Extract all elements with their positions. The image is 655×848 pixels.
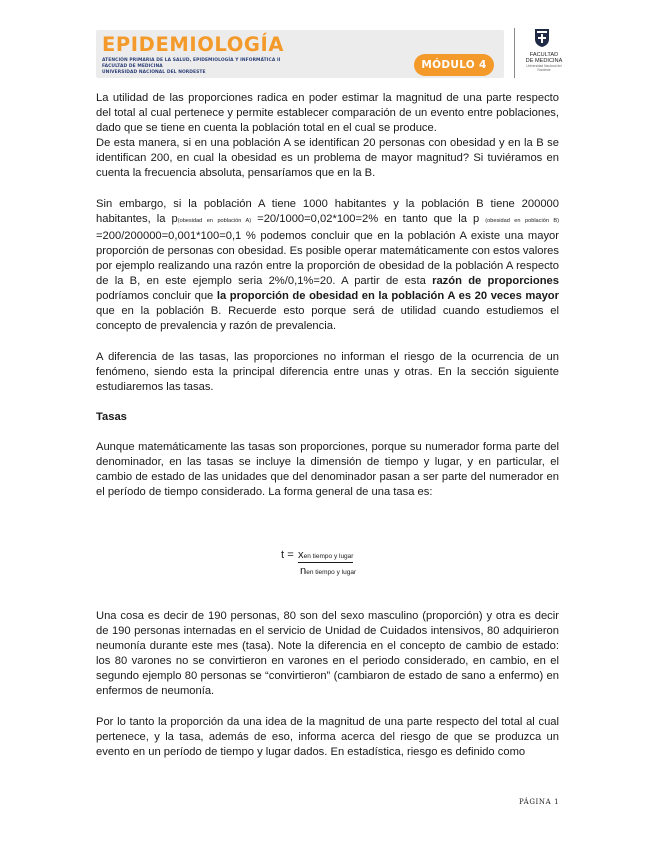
module-badge: MÓDULO 4	[414, 54, 494, 76]
header-banner	[96, 30, 504, 78]
bold-conclusion: la proporción de obesidad en la población A es 20 veces mayor	[216, 290, 559, 303]
document-body	[96, 91, 559, 501]
faculty-crest-icon	[534, 28, 550, 48]
formula-numerator-sub: en tiempo y lugar	[303, 553, 354, 560]
paragraph-sin-embargo	[96, 197, 559, 335]
paragraph-ejemplo-neumonia: Una cosa es decir de 190 personas, 80 son del sexo masculino (proporción) y otra es decir de 190 personas internadas en el servicio de Unidad de Cuidados intensivos, 80 adquirieron neumonía durante este mes (tasa). Note la diferencia en el concepto de cambio de estado: los 80 varones no se convirtieron en varones en el periodo considerado, en cambio, en el segundo ejemplo 80 personas se “convirtieron” (cambiaron de estado de sano a enfermo) en enfermos de neumonía.	[96, 610, 559, 698]
text-span: Sin embargo, si la población A tiene 1000 habitantes y la población B tiene 200000 habitantes, la p	[96, 197, 559, 225]
document-body-continued	[96, 609, 559, 760]
faculty-logo-text	[520, 52, 568, 72]
text-span: podríamos concluir que	[96, 290, 217, 303]
header-subtitle-university: UNIVERSIDAD NACIONAL DEL NORDESTE	[102, 70, 206, 75]
page-number: PÁGINA 1	[519, 798, 560, 806]
formula-denominator-sub: en tiempo y lugar	[306, 569, 357, 576]
paragraph-riesgo: Por lo tanto la proporción da una idea de la magnitud de una parte respecto del total al cual pertenece, y la tasa, además de eso, informa acerca del riesgo de que se produzca un evento en un período de tiempo y lugar dados. En estadística, riesgo es definido como	[96, 715, 559, 758]
formula-denominator	[300, 565, 356, 577]
subscript-poblacion-a: (obesidad en población A)	[177, 217, 252, 224]
bold-razon-proporciones: razón de proporciones	[432, 275, 559, 288]
paragraph-utilidad: La utilidad de las proporciones radica en poder estimar la magnitud de una parte respecto del total al cual pertenece y permite establecer comparación de un evento entre poblaciones, dado que se tiene en cuenta la población total en el cual se produce.	[96, 92, 559, 135]
document-header	[96, 26, 570, 82]
paragraph-ejemplo-obesidad: De esta manera, si en una población A se identifican 20 personas con obesidad y en la B se identifican 200, en cual la obesidad es un problema de mayor magnitud? Si tuviéramos en cuenta la frecuencia absoluta, pensaríamos que en la B.	[96, 137, 559, 180]
header-divider	[514, 28, 515, 78]
section-heading-tasas: Tasas	[96, 410, 127, 423]
text-span: que en la población B. Recuerde esto porque será de utilidad cuando estudiemos el concepto de prevalencia y razón de prevalencia.	[96, 305, 559, 333]
formula-lhs: t =	[281, 549, 294, 561]
paragraph-definicion-tasas: Aunque matemáticamente las tasas son proporciones, porque su numerador forma parte del denominador, en las tasas se incluye la dimensión de tiempo y lugar, y en particular, el cambio de estado de las unidades que del denominador pasan a ser parte del numerador en el período de tiempo considerado. La forma general de una tasa es:	[96, 441, 559, 499]
header-title: EPIDEMIOLOGÍA	[102, 33, 285, 56]
faculty-logo-line2: DE MEDICINA	[525, 58, 563, 65]
text-span: =20/1000=0,02*100=2% en tanto que la p	[251, 212, 486, 225]
paragraph-diferencia-tasas: A diferencia de las tasas, las proporciones no informan el riesgo de la ocurrencia de un fenómeno, siendo esta la principal diferencia entre unas y otras. En la sección siguiente estudiaremos las tasas.	[96, 350, 559, 393]
header-subtitle-faculty: FACULTAD DE MEDICINA	[102, 64, 163, 69]
header-subtitle-course: ATENCIÓN PRIMARIA DE LA SALUD, EPIDEMIOLOGÍA Y INFORMÁTICA II	[102, 58, 281, 63]
faculty-logo-line1: FACULTAD	[529, 52, 559, 58]
formula-numerator-var: x	[298, 549, 304, 561]
formula-numerator	[298, 549, 353, 563]
faculty-logo-small: Universidad Nacional del Nordeste	[526, 64, 562, 73]
formula-denominator-var: n	[300, 565, 307, 577]
text-span: =200/200000=0,001*100=0,1 % podemos concluir que en la población A existe una mayor proporción de personas con obesidad. Es posible operar matemáticamente con estos valores por ejemplo realizando una razón entre la proporción de obesidad de la población A respecto de la B, en este ejemplo seria 2%/0,1%=20. A partir de esta	[96, 229, 559, 288]
subscript-poblacion-b: (obesidad en población B)	[485, 217, 559, 224]
